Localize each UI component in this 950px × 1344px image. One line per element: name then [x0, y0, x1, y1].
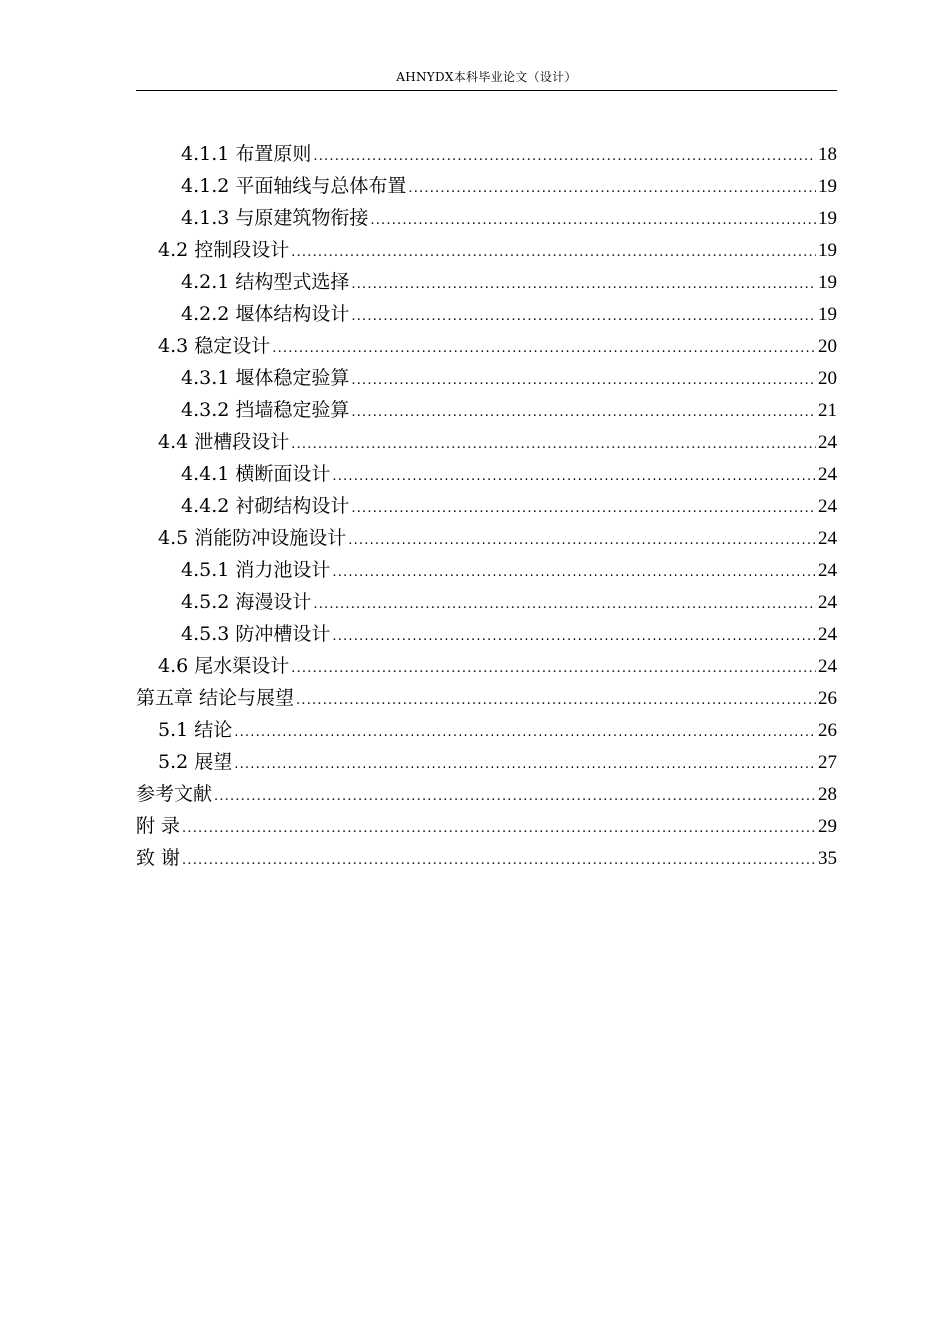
- toc-entry-title: 4.5.3 防冲槽设计: [181, 623, 331, 645]
- toc-entry[interactable]: [136, 522, 837, 554]
- toc-entry-title: 5.1 结论: [158, 719, 233, 741]
- toc-dot-leader: [296, 685, 816, 717]
- toc-entry-title: 4.2.2 堰体结构设计: [181, 303, 350, 325]
- toc-entry[interactable]: [136, 586, 837, 618]
- toc-entry-title: 附 录: [136, 815, 181, 837]
- toc-entry[interactable]: [136, 650, 837, 682]
- toc-page-number: 28: [818, 784, 837, 805]
- toc-entry[interactable]: [136, 618, 837, 650]
- toc-entry[interactable]: [136, 266, 837, 298]
- toc-page-number: 24: [818, 432, 837, 453]
- toc-page-number: 24: [818, 528, 837, 549]
- toc-entry-title: 4.6 尾水渠设计: [158, 655, 290, 677]
- toc-entry-title: 5.2 展望: [158, 751, 233, 773]
- toc-page-number: 20: [818, 368, 837, 389]
- toc-entry-title: 4.2.1 结构型式选择: [181, 271, 350, 293]
- toc-dot-leader: [348, 525, 816, 557]
- toc-dot-leader: [234, 749, 816, 781]
- toc-entry[interactable]: [136, 490, 837, 522]
- toc-dot-leader: [351, 397, 816, 429]
- header-title: AHNYDX本科毕业论文（设计）: [396, 70, 577, 84]
- toc-page-number: 35: [818, 848, 837, 869]
- toc-dot-leader: [351, 269, 816, 301]
- toc-entry[interactable]: [136, 362, 837, 394]
- toc-page-number: 19: [818, 176, 837, 197]
- toc-page-number: 19: [818, 304, 837, 325]
- toc-entry[interactable]: [136, 842, 837, 874]
- toc-page-number: 27: [818, 752, 837, 773]
- table-of-contents: [136, 138, 837, 874]
- toc-entry-title: 参考文献: [136, 783, 213, 805]
- toc-page-number: 26: [818, 688, 837, 709]
- toc-entry-title: 4.3 稳定设计: [158, 335, 271, 357]
- toc-entry[interactable]: [136, 170, 837, 202]
- toc-page-number: 29: [818, 816, 837, 837]
- toc-entry-title: 4.3.1 堰体稳定验算: [181, 367, 350, 389]
- toc-entry[interactable]: [136, 810, 837, 842]
- toc-dot-leader: [291, 429, 816, 461]
- toc-entry[interactable]: [136, 394, 837, 426]
- toc-entry[interactable]: [136, 426, 837, 458]
- toc-dot-leader: [313, 589, 816, 621]
- toc-dot-leader: [370, 205, 816, 237]
- toc-entry-title: 4.4 泄槽段设计: [158, 431, 290, 453]
- toc-dot-leader: [182, 813, 816, 845]
- toc-entry-title: 第五章 结论与展望: [136, 687, 295, 709]
- toc-dot-leader: [351, 493, 816, 525]
- toc-entry[interactable]: [136, 778, 837, 810]
- toc-dot-leader: [332, 621, 816, 653]
- toc-page-number: 19: [818, 208, 837, 229]
- toc-entry-title: 4.3.2 挡墙稳定验算: [181, 399, 350, 421]
- toc-entry-title: 4.1.1 布置原则: [181, 143, 312, 165]
- toc-entry-title: 4.4.2 衬砌结构设计: [181, 495, 350, 517]
- toc-entry[interactable]: [136, 714, 837, 746]
- toc-entry-title: 4.5.2 海漫设计: [181, 591, 312, 613]
- toc-dot-leader: [272, 333, 816, 365]
- toc-page-number: 24: [818, 624, 837, 645]
- toc-dot-leader: [332, 557, 816, 589]
- toc-page-number: 24: [818, 592, 837, 613]
- toc-entry[interactable]: [136, 746, 837, 778]
- toc-page-number: 20: [818, 336, 837, 357]
- toc-dot-leader: [234, 717, 816, 749]
- toc-entry-title: 4.1.3 与原建筑物衔接: [181, 207, 369, 229]
- toc-entry[interactable]: [136, 554, 837, 586]
- toc-entry[interactable]: [136, 458, 837, 490]
- toc-dot-leader: [351, 301, 816, 333]
- toc-entry[interactable]: [136, 682, 837, 714]
- toc-entry[interactable]: [136, 234, 837, 266]
- toc-dot-leader: [291, 237, 816, 269]
- toc-dot-leader: [408, 173, 816, 205]
- toc-page-number: 24: [818, 656, 837, 677]
- toc-page-number: 26: [818, 720, 837, 741]
- toc-entry-title: 4.2 控制段设计: [158, 239, 290, 261]
- toc-entry[interactable]: [136, 298, 837, 330]
- toc-dot-leader: [291, 653, 816, 685]
- toc-entry-title: 致 谢: [136, 847, 181, 869]
- page-header: [136, 64, 837, 91]
- toc-page-number: 19: [818, 240, 837, 261]
- toc-page-number: 18: [818, 144, 837, 165]
- toc-dot-leader: [351, 365, 816, 397]
- toc-page-number: 21: [818, 400, 837, 421]
- toc-entry-title: 4.5 消能防冲设施设计: [158, 527, 347, 549]
- toc-entry[interactable]: [136, 202, 837, 234]
- toc-entry[interactable]: [136, 330, 837, 362]
- toc-entry-title: 4.5.1 消力池设计: [181, 559, 331, 581]
- toc-entry-title: 4.4.1 横断面设计: [181, 463, 331, 485]
- toc-dot-leader: [313, 141, 816, 173]
- toc-dot-leader: [332, 461, 816, 493]
- toc-page-number: 24: [818, 464, 837, 485]
- toc-dot-leader: [214, 781, 816, 813]
- toc-page-number: 24: [818, 496, 837, 517]
- toc-entry[interactable]: [136, 138, 837, 170]
- toc-page-number: 24: [818, 560, 837, 581]
- toc-entry-title: 4.1.2 平面轴线与总体布置: [181, 175, 407, 197]
- toc-page-number: 19: [818, 272, 837, 293]
- toc-dot-leader: [182, 845, 816, 877]
